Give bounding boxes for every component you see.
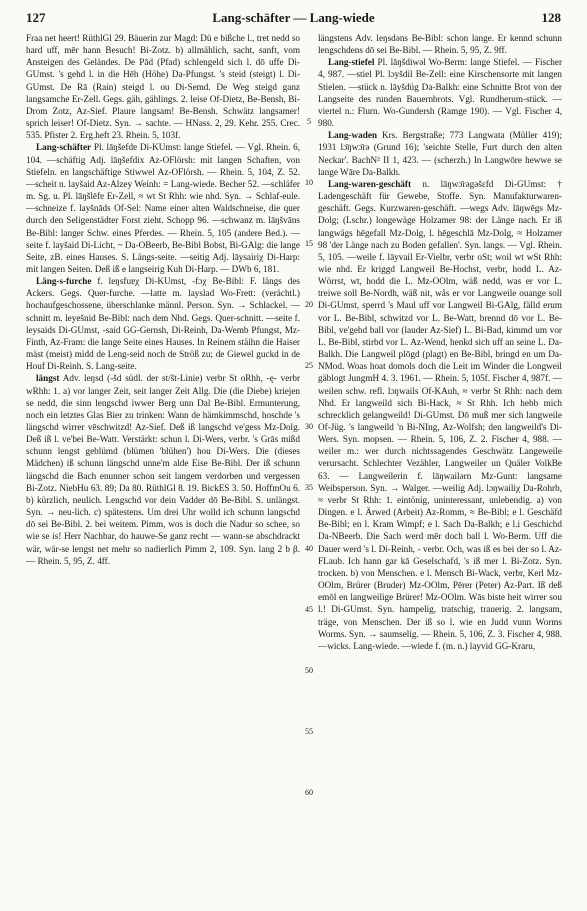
line-number: 5: [307, 117, 311, 126]
page-header: [26, 10, 561, 28]
entry-text: n. lāŋwɔ̄rəgəšɛfd Di-GUmst: † Ladengeschäft für Gewebe, Stoffe. Syn. Manufakturwaren-geschäft. Gegs. Kurzwaren-geschäft. —wegs Adv. lāŋwēgs Mz-Dolg; (Lschr.) longewäge Holzamer 98: der Länge nach. Er iß langwägs hēgefall Mz-Dolg, l. hēgeschlā Mz-Dolg, ≈ Holzamer 98 'der Länge nach zu Boden gefallen'. Syn. langs. — Vgl. Rhein. 5, 105. —weile f. lāyvail Er-Vielbr, verbr oSt; woil wt wSt Rhh: wie nhd. Er kriggd Langweil Be-Hochst, verbr, hodd L. Az-Wörrst, wt, hodd die L. Mz-OOlm, wäß nedd, was er vor L. treiwe soll Be-Nordh, wäß nit, wås er vor Langweile ouange soll Di-GUmst, sperrd 's Maul uff vor Langweil Bi-GAlg, fälld erum vor L. Be-Bibl, schwitzd vor L. Be-Watt, brennd dō vor L. Be-Bibl, ve'gehd ball vor (lauder Az-Sief) L. Bi-Bad, kimmd um vor L. Be-Bibl, stirbd vor L. Az-Wend, henkd sich uff an seine L. Da-Balkh. Die Langweil plōgd (plagt) en Be-Bibl, bringd en um Da-NMod. Woas hoat domols doch die Leit im Winder die Longweil gäblogt JungmH 4. 3. 1961. — Rhein. 5, 105f. Fischer 4, 987f. —weilen schw. refl. lɔŋwails Of-KAuh, ≈ verbr St Rhh: nach dem Nhd. Er langweild sich Bi-Hack, ≈ St Rhh. Ich hebb mich schrecklich gelangweild! Di-GUmst. Dō muß mer sich langweile Of-Jüg. 's langweild 'n Bi-NIng, Az-Wolfsh; den langweild's Di-Wers. Syn. mopsen. — Rhein. 5, 106, Z. 2. Fischer 4, 988. —weiler m.: wer durch nichtssagendes Geschwätz Langeweile verursacht. Schlechter Vezähler, Langweiler un Quäler VolkBe 63. — Langweilerin f. lāŋwailərn Mz-Gunt: langsame Weibsperson. Syn. → Walger. —weilig Adj. lɔŋwailiχ Da-Rohrb, ≈ verbr St Rhh: 1. eintönig, uninteressant, unlebendig. a) von Dingen. e l. Ärwed (Arbeit) Az-Romm, ≈ Be-Bibl; e l. Geschäfd Be-Bibl; en l. Kram Wimpf; e l. Sach Da-Balkh; e l.i Geschichd Da-NBeerb. Die Sach werd mēr doch ball l. Wo-Berm. Uff die Dauer werd 's l. Di-Reinh, - verbr. Och, was iß es bei der so l. Az-FLaub. Ich hann gar kā Geselschafd, 's iß mer l. Bi-Zotz. Syn. trocken. b) von Menschen. e l. Mensch Bi-Wack, verbr, Kerl Mz-OOlm, Brürer (Bruder) Mz-OOlm, Pērer (Peter) Az-Part. Iß deß emōl en langweilige Brürer! Mz-OOlm. Wās biste heit wirrer sou l.! Di-GUmst. Syn. hampelig, tratschig, trauerig. 2. langsam, träge, von Menschen. Der iß so l. wie en Judd vunn Worms Worms. Syn. → saumselig. — Rhein. 5, 106, Z. 3. Fischer 4, 988. —wicks. Lang-wiede. —wiede f. (m. n.) layvid GG-Kraru,: [318, 178, 562, 651]
line-number: 25: [305, 361, 313, 370]
entry: [26, 372, 300, 567]
entry-text: Adv. leŋsd (-šd südl. der st/št-Linie) verbr St oRhh, -ę- verbr wRhh: 1. a) vor langer Zeit, seit langer Zeit Allg. Die (die Diebe) kriejen se nedd, die sinn lengschd iwwer Berg unn Dal Be-Bibl. Ermunterung, noch ein letztes Glas Bier zu trinken: Wann de hämkimmschd, hoschde 's längschd wirrer vēschwitzd! Az-Sief. Deß iß langschd ve'gess Mz-Dolg. Deß iß l. ve'bei Be-Watt. Verstärkt: schun l. Di-Wers, verbr. 's Grās mißd schunn lengst geblümd (blümen 'blühen') hou Di-Wers. Die (dieses Mädchen) iß schunn längschd unne'm alde Eise Be-Bibl. Der iß schunn längschd die Bach enunner schon seit langem verdorben und vergessen Bi-Zotz. NiebHu 63. 89; Da 80. RüthlGl 8. 19. BickES 3. 50. HoffmOu 6. b) kürzlich, neulich. Lengschd vor dein Vadder dō Be-Bibl. S. unlängst. Syn. → neu-lich. c) spätestens. Um drei Uhr wolld ich schunn langschd dō sei Be-Bibl. 2. bei weitem. Pimm, wos is doch die Nadur so schee, so wie se is! Herr Nachbar, do hauwe-Se ganz recht — wann-se abschdrackt wär, wär-se lengst net mehr so nadierlich Pimm 2, 109. Syn. lang 2 b β. — Rhein. 5, 95, Z. 4ff.: [26, 373, 300, 566]
line-number: 10: [305, 178, 313, 187]
page-number-right: 128: [541, 10, 561, 25]
line-number: 20: [305, 300, 313, 309]
entry: [318, 56, 562, 129]
page-number-left: 127: [26, 10, 46, 25]
entry: [26, 32, 300, 141]
entry-text: längstens Adv. leŋsdəns Be-Bibl: schon lange. Er kennd schunn lengschdens dō sei Be-Bibl. — Rhein. 5, 95, Z. 9ff.: [318, 33, 562, 56]
line-number: 60: [305, 788, 313, 797]
entry-text: Pl. lāŋšdiwəl Wo-Berm: lange Stiefel. — Fischer 4, 987. —stiel Pl. lɔyšdil Be-Zell: eine Kirschensorte mit langen Stielen. —stück n. lāyšdüg Da-Balkh: eine Schnitte Brot von der Langseite des runden Bauernbrots. Vgl. Rundherum-stück. —viertel n.: Flurn. Wo-Gundersh (Ramge 190). — Vgl. Fischer 4, 980.: [318, 57, 562, 129]
right-column: [318, 32, 562, 652]
entry-text: Krs. Bergstraße; 773 Langwata (Müller 419); 1931 lɔ̄ŋwɔ̄rə (Grund 16); 'seichte Stelle, Furt durch den alten Neckar'. BachN² II 1, 423. — (scherzh.) In Langwōre hewwe se lange Wāre Da-Balkh.: [318, 130, 562, 177]
entry-lemma: Lang-waden: [328, 130, 378, 141]
line-number: 30: [305, 422, 313, 431]
line-number: 40: [305, 544, 313, 553]
entry-text: f. leŋsfuɐχ Di-KUmst, -fɔχ Be-Bibl: F. längs des Ackers. Gegs. Quer-furche. —latte m. layslad Wo-Frett: (verächtl.) hochaufgeschossene, überschlanke männl. Person. Syn. → Schlackel. —schnitt m. leyešnid Be-Bibl: nach dem Nhd. Gegs. Quer-schnitt. —seite f. leysaids Di-GUmst, -said GG-Gernsh, Di-Reinh, Da-Wemb Pfungst, Mz-Finth, Az-Fram: die lange Seite eines Hauses. In Reinem stäihn die Haiser mäst (meist) midd de Leng-seid noch de Ströß zu; de Giewel guckd in de Houf Di-Reinh. S. Lang-seite.: [26, 276, 301, 372]
entry: [26, 141, 300, 275]
line-number: 45: [305, 605, 313, 614]
line-number: 35: [305, 483, 313, 492]
line-number: 55: [305, 727, 313, 736]
line-number: 15: [305, 239, 313, 248]
entry: [26, 275, 300, 372]
entry-text: Pl. lāŋšefdɐ Di-KUmst: lange Stiefel. — Vgl. Rhein. 6, 104. —schäftig Adj. lāŋšefdix Az-OFlörsh: mit langen Schaften, von Stiefeln. en langschäftige Stiwwel Az-OFlörsh. — Rhein. 5, 104, Z. 52. —scheit n. layšaid Az-Alzey Weinh: = Lang-wiede. Becher 52. —schläfer m. Sg. u. Pl. lāŋšlēfɐ Er-Zell, ≈ wt St Rhh: wie nhd. Syn. → Schlaf-eule. —schneize f. layšnāds Of-Sel: Name einer alten Waldschneise, die quer durch den Seligenstädter Forst zieht. Schopp 96. —schwanz m. lāŋšvāns Be-Bibl: langer Schw. eines Pferdes. — Rhein. 5, 105 (andere Bed.). —seite f. layšaid Di-Licht, ~ Da-OBeerb, Be-Bibl Bobst, Bi-GAlg: die lange Seite, zB. eines Hauses. S. Längs-seite. —seitig Adj. lāysairiχ Di-Harp: mit langen Seiten. Deß iß e langseirig Kuh Di-Harp. — DWb 6, 181.: [26, 142, 300, 274]
entry-lemma: Lang-schäfter: [36, 142, 92, 153]
left-column: [26, 32, 300, 567]
entry: [318, 129, 562, 178]
entry-text: Fraa net heert! RüthlGl 29. Bäuerin zur Magd: Dü e bißche l., tret nedd so hard uff, mēr hann Besuch! Bi-Zotz. b) allmählich, sacht, sanft, vom Ansteigen des Geländes. De Pād (Pfad) schlengeld sich l. dō uffe Di-GUmst. 's gehd l. in die Hēh (Höhe) Da-Pfungst. 's steid (steigt) l. Di-GUmst. De Rā (Rain) steigd l. ou Di-Semd. De Weg steigd ganz langsamche Er-Zell. Gegs. gäh, gählings. 2. leise Of-Dietz, Be-Bensh, Bi-Drom Zotz, Az-Sief. Plaure langsam! Be-Bensh. Schwätz langsamer! sprich leiser! Of-Dietz. Syn. → sachte. — HNass. 2, 29. Kehr. 255. Crec. 535. Pfister 2. Erg.heft 23. Rhein. 5, 103f.: [26, 33, 300, 141]
entry-lemma: Läng-s-furche: [36, 276, 92, 287]
entry: [318, 32, 562, 56]
running-title: Lang-schäfter — Lang-wiede: [212, 10, 375, 25]
entry-lemma: längst: [36, 373, 60, 384]
entry-lemma: Lang-stiefel: [328, 57, 375, 68]
line-number: 50: [305, 666, 313, 675]
entry-lemma: Lang-waren-geschäft: [328, 178, 412, 189]
entry: [318, 178, 562, 652]
